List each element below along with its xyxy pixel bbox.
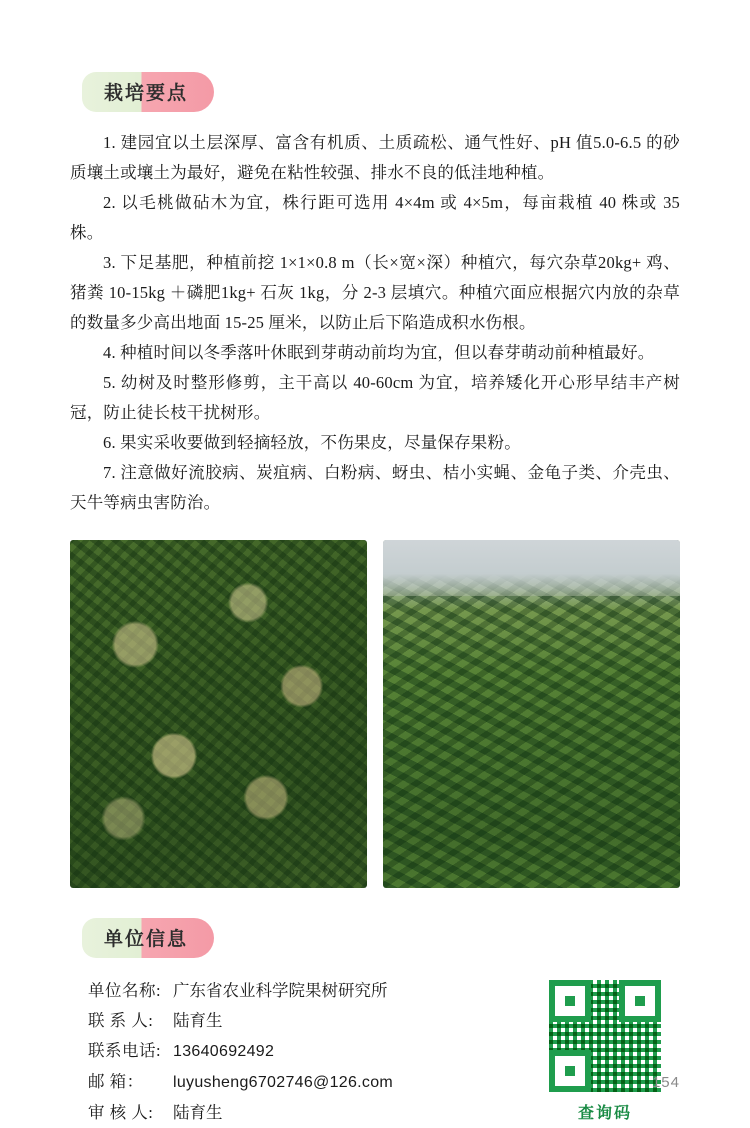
info-label: 审 核 人: [88,1103,154,1122]
info-label: 联 系 人: [88,1011,154,1030]
unit-info-block [70,976,680,1128]
qr-finder-bottom-left-icon [549,1050,591,1092]
paragraph: 1. 建园宜以土层深厚、富含有机质、土质疏松、通气性好、pH 值5.0-6.5 的砂质壤土或壤土为最好，避免在粘性较强、排水不良的低洼地种植。 [70,133,680,182]
info-row-reviewer [88,1098,530,1128]
section-heading-cultivation: 栽培要点 [82,72,214,112]
plum-fruit-tree-photo [70,540,367,888]
paragraph: 5. 幼树及时整形修剪，主干高以 40-60cm 为宜，培养矮化开心形早结丰产树冠，防止徒长枝干扰树形。 [70,373,680,422]
info-label: 邮 箱： [88,1072,144,1091]
info-label: 单位名称: [88,981,162,1000]
info-row-contact-person [88,1006,530,1036]
info-row-email [88,1067,530,1098]
info-value: 陆育生 [173,1103,223,1122]
info-row-unit-name [88,976,530,1006]
paragraph: 7. 注意做好流胶病、炭疽病、白粉病、蚜虫、桔小实蝇、金龟子类、介壳虫、天牛等病虫害防治。 [70,463,680,512]
qr-code-caption: 查询码 [577,1105,632,1122]
info-value: 广东省农业科学院果树研究所 [173,981,388,1000]
cultivation-body [70,128,680,518]
info-label: 联系电话: [88,1041,162,1060]
unit-info-heading-wrap [70,888,680,958]
paragraph: 6. 果实采收要做到轻摘轻放，不伤果皮，尽量保存果粉。 [103,433,521,452]
info-row-phone [88,1036,530,1067]
qr-code-wrap [530,976,680,1128]
section-heading-unit-info: 单位信息 [82,918,214,958]
paragraph: 3. 下足基肥，种植前挖 1×1×0.8 m（长×宽×深）种植穴，每穴杂草20kg+ 鸡、猪粪 10-15kg ＋磷肥1kg+ 石灰 1kg，分 2-3 层填穴。种植穴面应根据穴内放的杂草的数量多少高出地面 15-25 厘米，以防止后下陷造成积水伤根。 [70,253,680,332]
cultivation-heading-wrap [70,0,680,112]
unit-info-lines [88,976,530,1128]
info-value: luyusheng6702746@126.com [173,1074,394,1091]
info-value: 13640692492 [173,1043,275,1060]
orchard-hillside-photo [383,540,680,888]
qr-code-icon[interactable] [549,980,661,1092]
paragraph: 2. 以毛桃做砧木为宜，株行距可选用 4×4m 或 4×5m，每亩栽植 40 株或 35 株。 [70,193,680,242]
paragraph: 4. 种植时间以冬季落叶休眠到芽萌动前均为宜，但以春芽萌动前种植最好。 [103,343,655,362]
info-value: 陆育生 [173,1011,223,1030]
photo-row [70,540,680,888]
page-number: 154 [651,1074,680,1091]
